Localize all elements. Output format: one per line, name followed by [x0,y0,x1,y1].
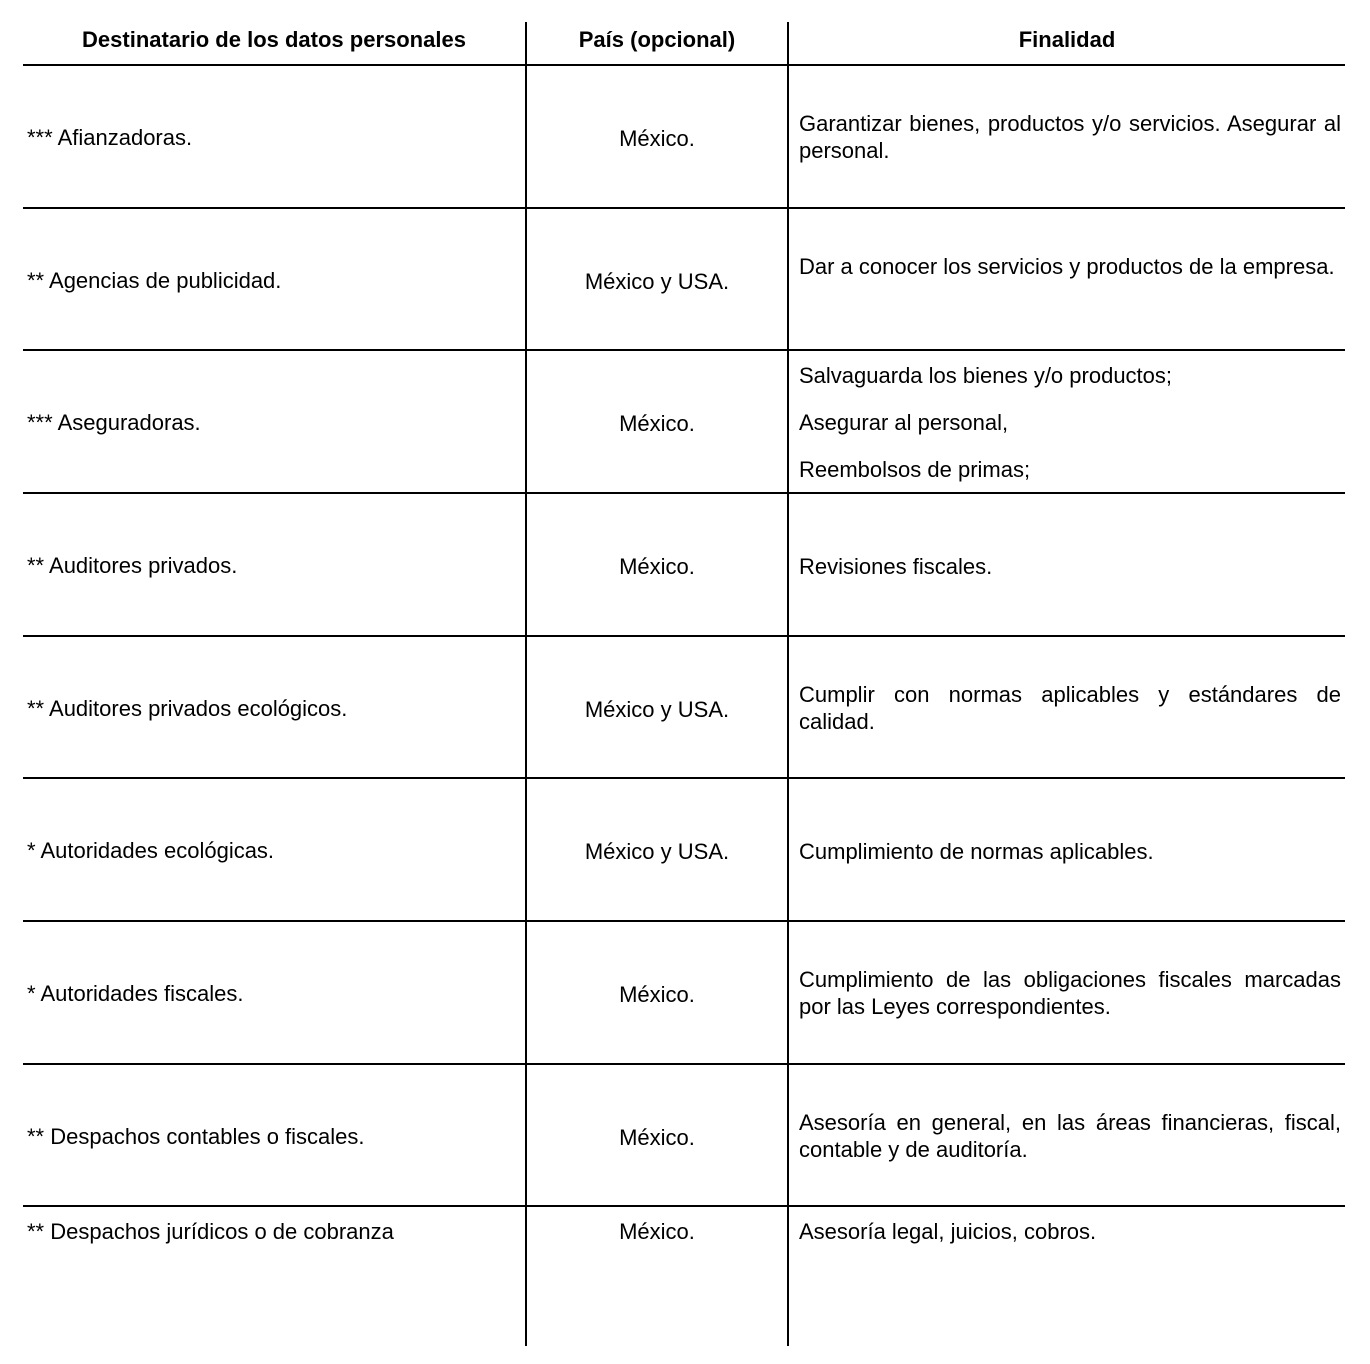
purpose-cell [799,253,1341,280]
row-rule [23,492,1345,494]
row-rule [23,207,1345,209]
purpose-cell [799,681,1341,735]
purpose-text: Cumplir con normas aplicables y estándares de calidad. [799,682,1341,734]
purpose-text: Cumplimiento de normas aplicables. [799,839,1154,864]
purpose-text: Asegurar al personal, [799,410,1009,435]
recipient-cell: * Autoridades fiscales. [27,981,244,1006]
recipient-cell: ** Auditores privados. [27,553,238,578]
purpose-cell [799,1109,1341,1163]
column-rule [525,22,527,1346]
country-cell: México. [619,554,695,579]
purpose-text: Revisiones fiscales. [799,554,993,579]
purpose-cell [799,966,1341,1020]
purpose-cell [799,553,1341,580]
country-cell: México. [619,411,695,436]
row-rule [23,777,1345,779]
purpose-text: Dar a conocer los servicios y productos de la empresa. [799,254,1335,279]
row-rule [23,920,1345,922]
purpose-text: Asesoría en general, en las áreas financieras, fiscal, contable y de auditoría. [799,1110,1341,1162]
recipient-cell: * Autoridades ecológicas. [27,838,275,863]
column-rule [787,22,789,1346]
header-purpose: Finalidad [1018,27,1116,52]
purpose-cell [799,838,1341,865]
header-country: País (opcional) [578,27,736,52]
purpose-text: Salvaguarda los bienes y/o productos; [799,363,1173,388]
country-cell: México. [619,982,695,1007]
recipient-cell: ** Despachos contables o fiscales. [27,1124,365,1149]
header-rule [23,64,1345,66]
country-cell: México. [619,1125,695,1150]
recipient-cell: ** Auditores privados ecológicos. [27,696,348,721]
purpose-cell [799,1218,1341,1245]
row-rule [23,349,1345,351]
purpose-text: Asesoría legal, juicios, cobros. [799,1219,1097,1244]
recipient-cell: *** Aseguradoras. [27,410,201,435]
row-rule [23,635,1345,637]
row-rule [23,1205,1345,1207]
header-recipient: Destinatario de los datos personales [82,27,466,52]
row-rule [23,1063,1345,1065]
purpose-text: Cumplimiento de las obligaciones fiscales marcadas por las Leyes correspondientes. [799,967,1341,1019]
purpose-text: Reembolsos de primas; [799,457,1031,482]
country-cell: México. [619,126,695,151]
country-cell: México. [619,1219,695,1244]
country-cell: México y USA. [584,269,730,294]
country-cell: México y USA. [584,697,730,722]
purpose-cell [799,362,1341,483]
purpose-text: Garantizar bienes, productos y/o servicios. Asegurar al personal. [799,111,1341,163]
country-cell: México y USA. [584,839,730,864]
recipient-cell: *** Afianzadoras. [27,125,193,150]
purpose-cell [799,110,1341,164]
recipient-cell: ** Agencias de publicidad. [27,268,282,293]
recipient-cell: ** Despachos jurídicos o de cobranza [27,1219,394,1244]
